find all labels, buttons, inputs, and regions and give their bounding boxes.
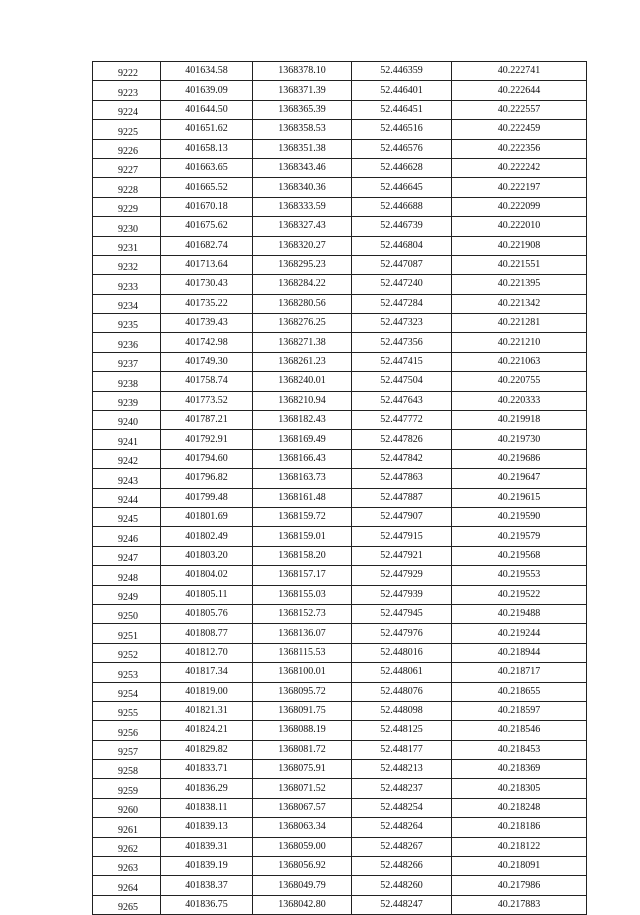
longitude-cell: 52.446359 [352,62,452,81]
table-row [93,876,587,895]
x-coordinate-cell: 401808.77 [161,624,253,643]
table-row [93,411,587,430]
x-coordinate-cell: 401839.13 [161,818,253,837]
longitude-cell: 52.447415 [352,352,452,371]
y-coordinate-cell: 1368261.23 [253,352,352,371]
x-coordinate-cell: 401773.52 [161,391,253,410]
y-coordinate-cell: 1368378.10 [253,62,352,81]
x-coordinate-cell: 401804.02 [161,566,253,585]
point-number-cell: 9257 [93,740,161,759]
y-coordinate-cell: 1368152.73 [253,604,352,623]
y-coordinate-cell: 1368333.59 [253,197,352,216]
x-coordinate-cell: 401838.11 [161,798,253,817]
longitude-cell: 52.447772 [352,411,452,430]
latitude-cell: 40.219918 [452,411,587,430]
x-coordinate-cell: 401799.48 [161,488,253,507]
y-coordinate-cell: 1368159.72 [253,507,352,526]
latitude-cell: 40.219568 [452,546,587,565]
table-row [93,217,587,236]
x-coordinate-cell: 401819.00 [161,682,253,701]
y-coordinate-cell: 1368157.17 [253,566,352,585]
table-row [93,837,587,856]
y-coordinate-cell: 1368182.43 [253,411,352,430]
table-row [93,178,587,197]
latitude-cell: 40.222644 [452,81,587,100]
y-coordinate-cell: 1368136.07 [253,624,352,643]
point-number-cell: 9232 [93,255,161,274]
table-row [93,352,587,371]
longitude-cell: 52.446688 [352,197,452,216]
y-coordinate-cell: 1368166.43 [253,449,352,468]
table-row [93,779,587,798]
x-coordinate-cell: 401758.74 [161,372,253,391]
table-row [93,236,587,255]
coordinates-table-body [93,62,587,915]
x-coordinate-cell: 401805.11 [161,585,253,604]
y-coordinate-cell: 1368280.56 [253,294,352,313]
y-coordinate-cell: 1368059.00 [253,837,352,856]
longitude-cell: 52.447921 [352,546,452,565]
latitude-cell: 40.218305 [452,779,587,798]
longitude-cell: 52.447643 [352,391,452,410]
y-coordinate-cell: 1368067.57 [253,798,352,817]
longitude-cell: 52.446576 [352,139,452,158]
latitude-cell: 40.221210 [452,333,587,352]
y-coordinate-cell: 1368327.43 [253,217,352,236]
point-number-cell: 9260 [93,798,161,817]
point-number-cell: 9222 [93,62,161,81]
table-row [93,158,587,177]
x-coordinate-cell: 401730.43 [161,275,253,294]
longitude-cell: 52.448266 [352,857,452,876]
y-coordinate-cell: 1368161.48 [253,488,352,507]
longitude-cell: 52.447976 [352,624,452,643]
y-coordinate-cell: 1368049.79 [253,876,352,895]
latitude-cell: 40.222356 [452,139,587,158]
longitude-cell: 52.447240 [352,275,452,294]
longitude-cell: 52.447907 [352,507,452,526]
point-number-cell: 9229 [93,197,161,216]
longitude-cell: 52.448177 [352,740,452,759]
latitude-cell: 40.222557 [452,100,587,119]
point-number-cell: 9238 [93,372,161,391]
latitude-cell: 40.218597 [452,701,587,720]
table-row [93,120,587,139]
table-row [93,255,587,274]
point-number-cell: 9256 [93,721,161,740]
table-row [93,857,587,876]
y-coordinate-cell: 1368351.38 [253,139,352,158]
x-coordinate-cell: 401812.70 [161,643,253,662]
longitude-cell: 52.447887 [352,488,452,507]
latitude-cell: 40.218453 [452,740,587,759]
y-coordinate-cell: 1368276.25 [253,314,352,333]
longitude-cell: 52.447945 [352,604,452,623]
x-coordinate-cell: 401665.52 [161,178,253,197]
point-number-cell: 9254 [93,682,161,701]
x-coordinate-cell: 401803.20 [161,546,253,565]
latitude-cell: 40.218091 [452,857,587,876]
x-coordinate-cell: 401663.65 [161,158,253,177]
table-row [93,139,587,158]
longitude-cell: 52.448098 [352,701,452,720]
x-coordinate-cell: 401805.76 [161,604,253,623]
x-coordinate-cell: 401670.18 [161,197,253,216]
x-coordinate-cell: 401749.30 [161,352,253,371]
table-row [93,721,587,740]
x-coordinate-cell: 401675.62 [161,217,253,236]
table-row [93,546,587,565]
y-coordinate-cell: 1368163.73 [253,469,352,488]
y-coordinate-cell: 1368115.53 [253,643,352,662]
point-number-cell: 9236 [93,333,161,352]
longitude-cell: 52.447842 [352,449,452,468]
longitude-cell: 52.448260 [352,876,452,895]
table-row [93,81,587,100]
longitude-cell: 52.448076 [352,682,452,701]
x-coordinate-cell: 401829.82 [161,740,253,759]
point-number-cell: 9246 [93,527,161,546]
x-coordinate-cell: 401644.50 [161,100,253,119]
table-row [93,643,587,662]
latitude-cell: 40.219579 [452,527,587,546]
point-number-cell: 9258 [93,760,161,779]
table-row [93,314,587,333]
x-coordinate-cell: 401801.69 [161,507,253,526]
y-coordinate-cell: 1368091.75 [253,701,352,720]
latitude-cell: 40.218944 [452,643,587,662]
x-coordinate-cell: 401639.09 [161,81,253,100]
table-row [93,449,587,468]
longitude-cell: 52.448016 [352,643,452,662]
y-coordinate-cell: 1368240.01 [253,372,352,391]
point-number-cell: 9242 [93,449,161,468]
latitude-cell: 40.221551 [452,255,587,274]
latitude-cell: 40.221908 [452,236,587,255]
x-coordinate-cell: 401833.71 [161,760,253,779]
latitude-cell: 40.221063 [452,352,587,371]
latitude-cell: 40.219615 [452,488,587,507]
y-coordinate-cell: 1368365.39 [253,100,352,119]
table-row [93,701,587,720]
x-coordinate-cell: 401796.82 [161,469,253,488]
x-coordinate-cell: 401836.75 [161,895,253,914]
x-coordinate-cell: 401742.98 [161,333,253,352]
y-coordinate-cell: 1368056.92 [253,857,352,876]
point-number-cell: 9255 [93,701,161,720]
latitude-cell: 40.218369 [452,760,587,779]
latitude-cell: 40.218717 [452,663,587,682]
table-row [93,197,587,216]
point-number-cell: 9248 [93,566,161,585]
latitude-cell: 40.220333 [452,391,587,410]
point-number-cell: 9234 [93,294,161,313]
table-row [93,604,587,623]
point-number-cell: 9251 [93,624,161,643]
latitude-cell: 40.217986 [452,876,587,895]
y-coordinate-cell: 1368063.34 [253,818,352,837]
longitude-cell: 52.447323 [352,314,452,333]
y-coordinate-cell: 1368271.38 [253,333,352,352]
point-number-cell: 9261 [93,818,161,837]
longitude-cell: 52.447863 [352,469,452,488]
longitude-cell: 52.446645 [352,178,452,197]
table-row [93,566,587,585]
table-row [93,585,587,604]
longitude-cell: 52.448254 [352,798,452,817]
latitude-cell: 40.219590 [452,507,587,526]
latitude-cell: 40.222010 [452,217,587,236]
x-coordinate-cell: 401713.64 [161,255,253,274]
longitude-cell: 52.448125 [352,721,452,740]
latitude-cell: 40.218546 [452,721,587,740]
longitude-cell: 52.446451 [352,100,452,119]
point-number-cell: 9253 [93,663,161,682]
y-coordinate-cell: 1368343.46 [253,158,352,177]
latitude-cell: 40.219730 [452,430,587,449]
point-number-cell: 9230 [93,217,161,236]
table-row [93,798,587,817]
point-number-cell: 9227 [93,158,161,177]
point-number-cell: 9259 [93,779,161,798]
latitude-cell: 40.221395 [452,275,587,294]
table-row [93,624,587,643]
x-coordinate-cell: 401792.91 [161,430,253,449]
latitude-cell: 40.222242 [452,158,587,177]
longitude-cell: 52.448213 [352,760,452,779]
point-number-cell: 9228 [93,178,161,197]
x-coordinate-cell: 401838.37 [161,876,253,895]
table-row [93,62,587,81]
y-coordinate-cell: 1368081.72 [253,740,352,759]
point-number-cell: 9237 [93,352,161,371]
point-number-cell: 9243 [93,469,161,488]
longitude-cell: 52.446401 [352,81,452,100]
longitude-cell: 52.446628 [352,158,452,177]
y-coordinate-cell: 1368358.53 [253,120,352,139]
longitude-cell: 52.447504 [352,372,452,391]
table-row [93,527,587,546]
coordinates-table [92,61,587,915]
x-coordinate-cell: 401802.49 [161,527,253,546]
table-row [93,760,587,779]
table-row [93,430,587,449]
table-row [93,100,587,119]
point-number-cell: 9250 [93,604,161,623]
x-coordinate-cell: 401839.19 [161,857,253,876]
x-coordinate-cell: 401821.31 [161,701,253,720]
point-number-cell: 9262 [93,837,161,856]
longitude-cell: 52.448237 [352,779,452,798]
y-coordinate-cell: 1368295.23 [253,255,352,274]
point-number-cell: 9231 [93,236,161,255]
y-coordinate-cell: 1368158.20 [253,546,352,565]
latitude-cell: 40.222741 [452,62,587,81]
latitude-cell: 40.218655 [452,682,587,701]
longitude-cell: 52.448061 [352,663,452,682]
x-coordinate-cell: 401824.21 [161,721,253,740]
longitude-cell: 52.447087 [352,255,452,274]
x-coordinate-cell: 401817.34 [161,663,253,682]
point-number-cell: 9240 [93,411,161,430]
latitude-cell: 40.220755 [452,372,587,391]
point-number-cell: 9252 [93,643,161,662]
y-coordinate-cell: 1368371.39 [253,81,352,100]
longitude-cell: 52.446516 [352,120,452,139]
table-row [93,507,587,526]
y-coordinate-cell: 1368042.80 [253,895,352,914]
longitude-cell: 52.447826 [352,430,452,449]
table-row [93,391,587,410]
y-coordinate-cell: 1368159.01 [253,527,352,546]
y-coordinate-cell: 1368284.22 [253,275,352,294]
longitude-cell: 52.448264 [352,818,452,837]
latitude-cell: 40.221281 [452,314,587,333]
x-coordinate-cell: 401735.22 [161,294,253,313]
x-coordinate-cell: 401682.74 [161,236,253,255]
x-coordinate-cell: 401634.58 [161,62,253,81]
y-coordinate-cell: 1368169.49 [253,430,352,449]
table-row [93,469,587,488]
y-coordinate-cell: 1368071.52 [253,779,352,798]
latitude-cell: 40.218122 [452,837,587,856]
x-coordinate-cell: 401836.29 [161,779,253,798]
x-coordinate-cell: 401739.43 [161,314,253,333]
latitude-cell: 40.219553 [452,566,587,585]
point-number-cell: 9245 [93,507,161,526]
point-number-cell: 9226 [93,139,161,158]
table-row [93,275,587,294]
latitude-cell: 40.217883 [452,895,587,914]
latitude-cell: 40.219244 [452,624,587,643]
longitude-cell: 52.447939 [352,585,452,604]
x-coordinate-cell: 401787.21 [161,411,253,430]
latitude-cell: 40.221342 [452,294,587,313]
longitude-cell: 52.447284 [352,294,452,313]
longitude-cell: 52.446739 [352,217,452,236]
point-number-cell: 9223 [93,81,161,100]
latitude-cell: 40.219522 [452,585,587,604]
table-row [93,372,587,391]
table-row [93,740,587,759]
table-row [93,663,587,682]
point-number-cell: 9263 [93,857,161,876]
latitude-cell: 40.218248 [452,798,587,817]
point-number-cell: 9247 [93,546,161,565]
y-coordinate-cell: 1368210.94 [253,391,352,410]
table-row [93,682,587,701]
latitude-cell: 40.222197 [452,178,587,197]
y-coordinate-cell: 1368340.36 [253,178,352,197]
point-number-cell: 9249 [93,585,161,604]
longitude-cell: 52.447929 [352,566,452,585]
table-row [93,333,587,352]
x-coordinate-cell: 401658.13 [161,139,253,158]
latitude-cell: 40.218186 [452,818,587,837]
point-number-cell: 9233 [93,275,161,294]
longitude-cell: 52.447356 [352,333,452,352]
point-number-cell: 9235 [93,314,161,333]
y-coordinate-cell: 1368088.19 [253,721,352,740]
table-row [93,818,587,837]
point-number-cell: 9225 [93,120,161,139]
point-number-cell: 9244 [93,488,161,507]
point-number-cell: 9224 [93,100,161,119]
longitude-cell: 52.448267 [352,837,452,856]
point-number-cell: 9265 [93,895,161,914]
latitude-cell: 40.219647 [452,469,587,488]
latitude-cell: 40.219686 [452,449,587,468]
point-number-cell: 9241 [93,430,161,449]
x-coordinate-cell: 401839.31 [161,837,253,856]
point-number-cell: 9239 [93,391,161,410]
y-coordinate-cell: 1368155.03 [253,585,352,604]
y-coordinate-cell: 1368320.27 [253,236,352,255]
point-number-cell: 9264 [93,876,161,895]
y-coordinate-cell: 1368095.72 [253,682,352,701]
latitude-cell: 40.222459 [452,120,587,139]
longitude-cell: 52.446804 [352,236,452,255]
x-coordinate-cell: 401651.62 [161,120,253,139]
latitude-cell: 40.222099 [452,197,587,216]
longitude-cell: 52.448247 [352,895,452,914]
latitude-cell: 40.219488 [452,604,587,623]
y-coordinate-cell: 1368075.91 [253,760,352,779]
x-coordinate-cell: 401794.60 [161,449,253,468]
table-row [93,488,587,507]
table-row [93,294,587,313]
y-coordinate-cell: 1368100.01 [253,663,352,682]
longitude-cell: 52.447915 [352,527,452,546]
